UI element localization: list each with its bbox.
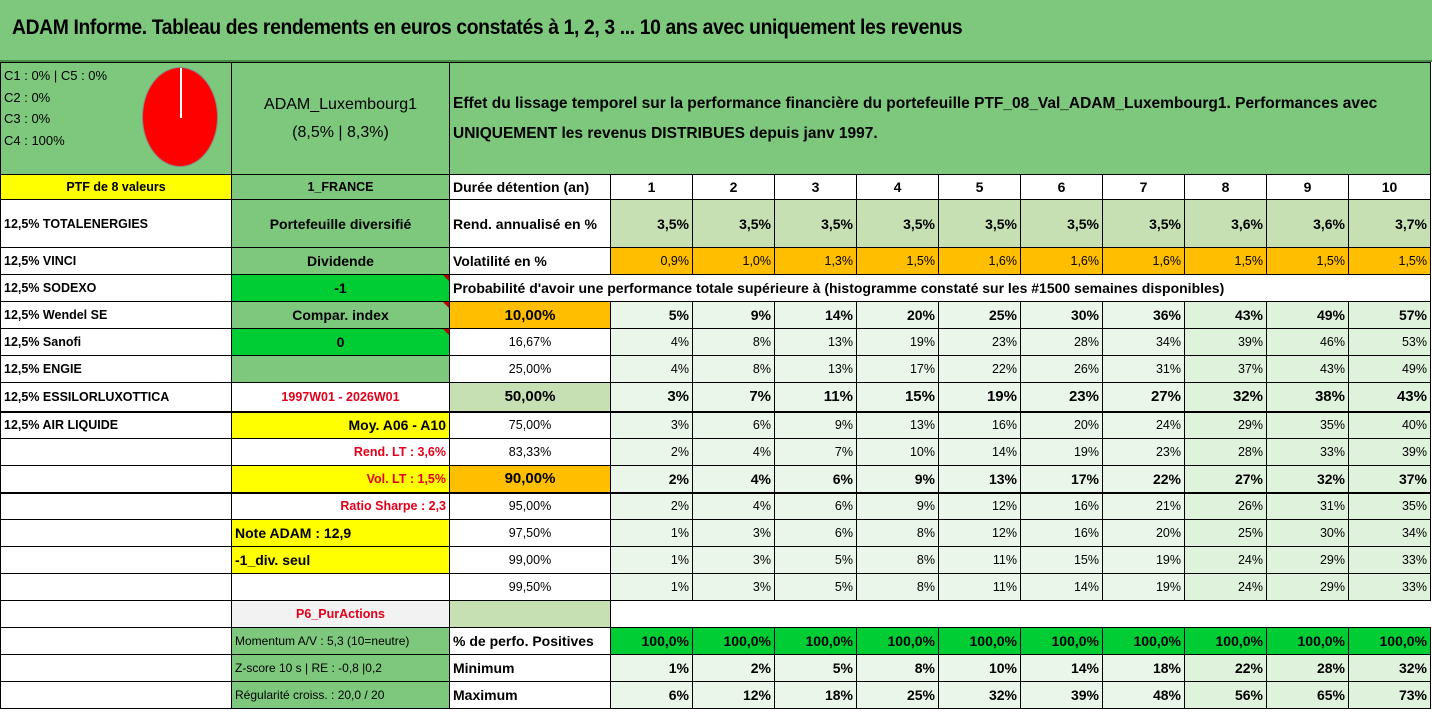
empty-holding-cell <box>1 439 232 466</box>
country-label: 1_FRANCE <box>232 175 450 200</box>
proba-value: 9% <box>693 302 775 329</box>
proba-value: 49% <box>1349 356 1431 383</box>
sheet-row <box>1 356 1431 383</box>
legend-c3: C3 : 0% <box>4 111 51 126</box>
fund-stats: (8,5% | 8,3%) <box>292 123 389 141</box>
proba-value: 14% <box>1021 574 1103 601</box>
proba-value: 23% <box>1021 383 1103 412</box>
description-line-1: Effet du lissage temporel sur la performance financière du portefeuille PTF_08_Val_ADAM_Luxembourg1. Performances avec <box>453 94 1378 112</box>
sheet-row <box>1 329 1431 356</box>
proba-value: 38% <box>1267 383 1349 412</box>
proba-value: 8% <box>857 574 939 601</box>
pos-value: 100,0% <box>1103 628 1185 655</box>
proba-value: 6% <box>775 493 857 520</box>
empty-holding-cell <box>1 655 232 682</box>
proba-value: 12% <box>939 493 1021 520</box>
empty-holding-cell <box>1 520 232 547</box>
max-value: 25% <box>857 682 939 709</box>
sharpe-ratio: Ratio Sharpe : 2,3 <box>232 493 450 520</box>
proba-value: 19% <box>1103 574 1185 601</box>
sheet-row <box>1 520 1431 547</box>
sheet-row <box>1 493 1431 520</box>
year-header: 5 <box>939 175 1021 200</box>
proba-value: 32% <box>1267 466 1349 493</box>
holding-item: 12,5% VINCI <box>1 248 232 275</box>
pos-value: 100,0% <box>939 628 1021 655</box>
vol-value: 1,5% <box>1267 248 1349 275</box>
proba-value: 22% <box>1103 466 1185 493</box>
proba-value: 30% <box>1267 520 1349 547</box>
pos-value: 100,0% <box>693 628 775 655</box>
proba-value: 19% <box>1021 439 1103 466</box>
proba-value: 23% <box>1103 439 1185 466</box>
proba-value: 8% <box>857 547 939 574</box>
proba-value: 3% <box>611 383 693 412</box>
rend-value: 3,7% <box>1349 200 1431 248</box>
vol-lt: Vol. LT : 1,5% <box>232 466 450 493</box>
sheet-row <box>1 383 1431 412</box>
proba-value: 20% <box>1021 412 1103 439</box>
empty-area <box>611 601 1431 628</box>
vol-label: Volatilité en % <box>450 248 611 275</box>
max-value: 32% <box>939 682 1021 709</box>
proba-value: 53% <box>1349 329 1431 356</box>
proba-value: 4% <box>611 356 693 383</box>
year-header: 9 <box>1267 175 1349 200</box>
proba-value: 19% <box>1103 547 1185 574</box>
proba-value: 3% <box>693 547 775 574</box>
proba-value: 10% <box>857 439 939 466</box>
proba-value: 35% <box>1349 493 1431 520</box>
proba-value: 6% <box>693 412 775 439</box>
proba-value: 16% <box>939 412 1021 439</box>
empty-holding-cell <box>1 493 232 520</box>
min-value: 8% <box>857 655 939 682</box>
vol-value: 1,6% <box>1103 248 1185 275</box>
proba-value: 31% <box>1267 493 1349 520</box>
proba-value: 29% <box>1267 574 1349 601</box>
proba-threshold: 16,67% <box>450 329 611 356</box>
year-header: 1 <box>611 175 693 200</box>
year-header: 7 <box>1103 175 1185 200</box>
proba-value: 39% <box>1185 329 1267 356</box>
sheet-row <box>1 412 1431 439</box>
rend-label: Rend. annualisé en % <box>450 200 611 248</box>
min-value: 10% <box>939 655 1021 682</box>
sheet-row <box>1 547 1431 574</box>
sheet-row <box>1 175 1431 200</box>
max-value: 39% <box>1021 682 1103 709</box>
compar-value: 0 <box>232 329 450 356</box>
proba-value: 40% <box>1349 412 1431 439</box>
proba-value: 2% <box>611 466 693 493</box>
proba-value: 8% <box>693 356 775 383</box>
proba-threshold: 97,50% <box>450 520 611 547</box>
empty-holding-cell <box>1 601 232 628</box>
proba-value: 7% <box>775 439 857 466</box>
proba-value: 5% <box>775 547 857 574</box>
empty-holding-cell <box>1 682 232 709</box>
vol-value: 1,3% <box>775 248 857 275</box>
proba-value: 57% <box>1349 302 1431 329</box>
proba-value: 29% <box>1185 412 1267 439</box>
max-value: 73% <box>1349 682 1431 709</box>
holding-item: 12,5% Wendel SE <box>1 302 232 329</box>
proba-value: 30% <box>1021 302 1103 329</box>
sheet-row <box>1 302 1431 329</box>
zscore-label: Z-score 10 s | RE : -0,8 |0,2 <box>232 655 450 682</box>
allocation-pie-chart <box>142 67 218 167</box>
rend-value: 3,5% <box>857 200 939 248</box>
year-header: 2 <box>693 175 775 200</box>
proba-value: 28% <box>1021 329 1103 356</box>
rend-value: 3,6% <box>1267 200 1349 248</box>
proba-value: 24% <box>1185 547 1267 574</box>
proba-value: 15% <box>1021 547 1103 574</box>
proba-value: 21% <box>1103 493 1185 520</box>
proba-value: 19% <box>857 329 939 356</box>
dividend-value: -1 <box>232 275 450 302</box>
pos-value: 100,0% <box>857 628 939 655</box>
sheet-row <box>1 655 1431 682</box>
proba-value: 3% <box>693 520 775 547</box>
max-value: 56% <box>1185 682 1267 709</box>
rend-value: 3,5% <box>1103 200 1185 248</box>
proba-value: 37% <box>1185 356 1267 383</box>
pos-value: 100,0% <box>1185 628 1267 655</box>
proba-value: 13% <box>775 329 857 356</box>
proba-value: 3% <box>611 412 693 439</box>
legend-c4: C4 : 100% <box>4 132 65 148</box>
proba-value: 23% <box>939 329 1021 356</box>
proba-value: 14% <box>775 302 857 329</box>
diversified-label: Portefeuille diversifié <box>232 200 450 248</box>
holding-item: 12,5% TOTALENERGIES <box>1 200 232 248</box>
max-value: 12% <box>693 682 775 709</box>
ptf-label: PTF de 8 valeurs <box>1 175 232 200</box>
proba-value: 46% <box>1267 329 1349 356</box>
proba-value: 11% <box>939 574 1021 601</box>
proba-value: 33% <box>1349 574 1431 601</box>
min-value: 14% <box>1021 655 1103 682</box>
max-value: 65% <box>1267 682 1349 709</box>
holding-item: 12,5% SODEXO <box>1 275 232 302</box>
moy-label: Moy. A06 - A10 <box>232 412 450 439</box>
sheet-row <box>1 275 1431 302</box>
proba-value: 16% <box>1021 493 1103 520</box>
proba-value: 32% <box>1185 383 1267 412</box>
compar-label: Compar. index <box>232 302 450 329</box>
proba-value: 25% <box>939 302 1021 329</box>
pos-value: 100,0% <box>611 628 693 655</box>
proba-value: 9% <box>857 493 939 520</box>
proba-value: 26% <box>1185 493 1267 520</box>
pos-value: 100,0% <box>1267 628 1349 655</box>
proba-value: 27% <box>1185 466 1267 493</box>
proba-value: 5% <box>775 574 857 601</box>
rend-value: 3,5% <box>939 200 1021 248</box>
vol-value: 1,5% <box>1349 248 1431 275</box>
holding-item: 12,5% ESSILORLUXOTTICA <box>1 383 232 412</box>
proba-value: 49% <box>1267 302 1349 329</box>
proba-value: 9% <box>775 412 857 439</box>
pos-value: 100,0% <box>1021 628 1103 655</box>
proba-value: 1% <box>611 547 693 574</box>
pos-value: 100,0% <box>1349 628 1431 655</box>
rend-value: 3,5% <box>693 200 775 248</box>
sheet-row <box>1 628 1431 655</box>
proba-value: 4% <box>693 493 775 520</box>
proba-threshold: 25,00% <box>450 356 611 383</box>
year-header: 3 <box>775 175 857 200</box>
min-value: 32% <box>1349 655 1431 682</box>
proba-value: 14% <box>939 439 1021 466</box>
empty-green-cell <box>232 356 450 383</box>
proba-threshold: 99,50% <box>450 574 611 601</box>
max-value: 6% <box>611 682 693 709</box>
vol-value: 1,0% <box>693 248 775 275</box>
sheet-row <box>1 682 1431 709</box>
proba-threshold: 99,00% <box>450 547 611 574</box>
vol-value: 1,5% <box>857 248 939 275</box>
proba-threshold: 10,00% <box>450 302 611 329</box>
max-value: 48% <box>1103 682 1185 709</box>
vol-value: 1,6% <box>1021 248 1103 275</box>
proba-threshold: 83,33% <box>450 439 611 466</box>
proba-threshold: 75,00% <box>450 412 611 439</box>
proba-value: 6% <box>775 466 857 493</box>
rend-lt: Rend. LT : 3,6% <box>232 439 450 466</box>
div-only: -1_div. seul <box>232 547 450 574</box>
empty-green-cell <box>450 601 611 628</box>
min-label: Minimum <box>450 655 611 682</box>
rend-value: 3,5% <box>775 200 857 248</box>
holding-item: 12,5% Sanofi <box>1 329 232 356</box>
year-header: 10 <box>1349 175 1431 200</box>
momentum-label: Momentum A/V : 5,3 (10=neutre) <box>232 628 450 655</box>
max-label: Maximum <box>450 682 611 709</box>
fund-name: ADAM_Luxembourg1 <box>264 95 417 113</box>
proba-value: 13% <box>939 466 1021 493</box>
pos-label: % de perfo. Positives <box>450 628 611 655</box>
report-title: ADAM Informe. Tableau des rendements en euros constatés à 1, 2, 3 ... 10 ans avec uniquement les revenus <box>12 16 963 39</box>
proba-threshold: 50,00% <box>450 383 611 412</box>
min-value: 2% <box>693 655 775 682</box>
rend-value: 3,5% <box>1021 200 1103 248</box>
proba-value: 3% <box>693 574 775 601</box>
proba-value: 4% <box>693 466 775 493</box>
description-line-2: UNIQUEMENT les revenus DISTRIBUES depuis janv 1997. <box>453 124 878 142</box>
report-title-bar <box>0 0 1432 62</box>
year-header: 8 <box>1185 175 1267 200</box>
proba-value: 27% <box>1103 383 1185 412</box>
min-value: 1% <box>611 655 693 682</box>
proba-value: 43% <box>1267 356 1349 383</box>
proba-value: 1% <box>611 520 693 547</box>
min-value: 18% <box>1103 655 1185 682</box>
proba-value: 33% <box>1349 547 1431 574</box>
performance-sheet <box>0 62 1431 709</box>
fund-header <box>232 63 450 175</box>
proba-value: 7% <box>693 383 775 412</box>
sheet-row <box>1 466 1431 493</box>
description <box>450 63 1431 175</box>
proba-value: 16% <box>1021 520 1103 547</box>
proba-value: 12% <box>939 520 1021 547</box>
regularite-label: Régularité croiss. : 20,0 / 20 <box>232 682 450 709</box>
proba-value: 13% <box>857 412 939 439</box>
proba-value: 33% <box>1267 439 1349 466</box>
year-header: 4 <box>857 175 939 200</box>
legend-c1-c5: C1 : 0% | C5 : 0% <box>4 68 108 83</box>
min-value: 28% <box>1267 655 1349 682</box>
proba-value: 25% <box>1185 520 1267 547</box>
proba-value: 26% <box>1021 356 1103 383</box>
proba-value: 17% <box>1021 466 1103 493</box>
vol-value: 0,9% <box>611 248 693 275</box>
vol-value: 1,6% <box>939 248 1021 275</box>
sheet-row <box>1 248 1431 275</box>
proba-value: 36% <box>1103 302 1185 329</box>
proba-value: 8% <box>693 329 775 356</box>
proba-value: 8% <box>857 520 939 547</box>
min-value: 22% <box>1185 655 1267 682</box>
proba-value: 19% <box>939 383 1021 412</box>
rend-value: 3,5% <box>611 200 693 248</box>
vol-value: 1,5% <box>1185 248 1267 275</box>
holding-item: 12,5% AIR LIQUIDE <box>1 412 232 439</box>
proba-value: 24% <box>1103 412 1185 439</box>
proba-value: 35% <box>1267 412 1349 439</box>
empty-holding-cell <box>1 466 232 493</box>
min-value: 5% <box>775 655 857 682</box>
proba-value: 43% <box>1349 383 1431 412</box>
adam-note: Note ADAM : 12,9 <box>232 520 450 547</box>
proba-value: 11% <box>939 547 1021 574</box>
proba-value: 22% <box>939 356 1021 383</box>
sheet-row <box>1 601 1431 628</box>
sheet-row <box>1 574 1431 601</box>
dividend-label: Dividende <box>232 248 450 275</box>
year-header: 6 <box>1021 175 1103 200</box>
proba-value: 13% <box>775 356 857 383</box>
proba-threshold: 95,00% <box>450 493 611 520</box>
proba-value: 5% <box>611 302 693 329</box>
proba-value: 28% <box>1185 439 1267 466</box>
sheet-row <box>1 439 1431 466</box>
empty-holding-cell <box>1 547 232 574</box>
proba-value: 20% <box>1103 520 1185 547</box>
proba-value: 20% <box>857 302 939 329</box>
proba-value: 15% <box>857 383 939 412</box>
proba-value: 17% <box>857 356 939 383</box>
empty-holding-cell <box>1 628 232 655</box>
proba-value: 29% <box>1267 547 1349 574</box>
allocation-legend <box>1 63 232 175</box>
pos-value: 100,0% <box>775 628 857 655</box>
rend-value: 3,6% <box>1185 200 1267 248</box>
proba-label: Probabilité d'avoir une performance totale supérieure à (histogramme constaté sur les #1500 semaines disponibles) <box>450 275 1431 302</box>
proba-value: 37% <box>1349 466 1431 493</box>
empty-holding-cell <box>1 574 232 601</box>
proba-value: 24% <box>1185 574 1267 601</box>
p6-label: P6_PurActions <box>232 601 450 628</box>
empty-cell <box>232 574 450 601</box>
proba-value: 4% <box>611 329 693 356</box>
sheet-row <box>1 200 1431 248</box>
proba-value: 34% <box>1349 520 1431 547</box>
duree-label: Durée détention (an) <box>450 175 611 200</box>
proba-value: 6% <box>775 520 857 547</box>
holding-item: 12,5% ENGIE <box>1 356 232 383</box>
proba-value: 9% <box>857 466 939 493</box>
max-value: 18% <box>775 682 857 709</box>
proba-value: 34% <box>1103 329 1185 356</box>
legend-c2: C2 : 0% <box>4 89 51 105</box>
proba-value: 43% <box>1185 302 1267 329</box>
proba-value: 11% <box>775 383 857 412</box>
period-label: 1997W01 - 2026W01 <box>232 383 450 412</box>
proba-value: 39% <box>1349 439 1431 466</box>
proba-value: 2% <box>611 493 693 520</box>
proba-threshold: 90,00% <box>450 466 611 493</box>
proba-value: 2% <box>611 439 693 466</box>
proba-value: 1% <box>611 574 693 601</box>
proba-value: 4% <box>693 439 775 466</box>
proba-value: 31% <box>1103 356 1185 383</box>
